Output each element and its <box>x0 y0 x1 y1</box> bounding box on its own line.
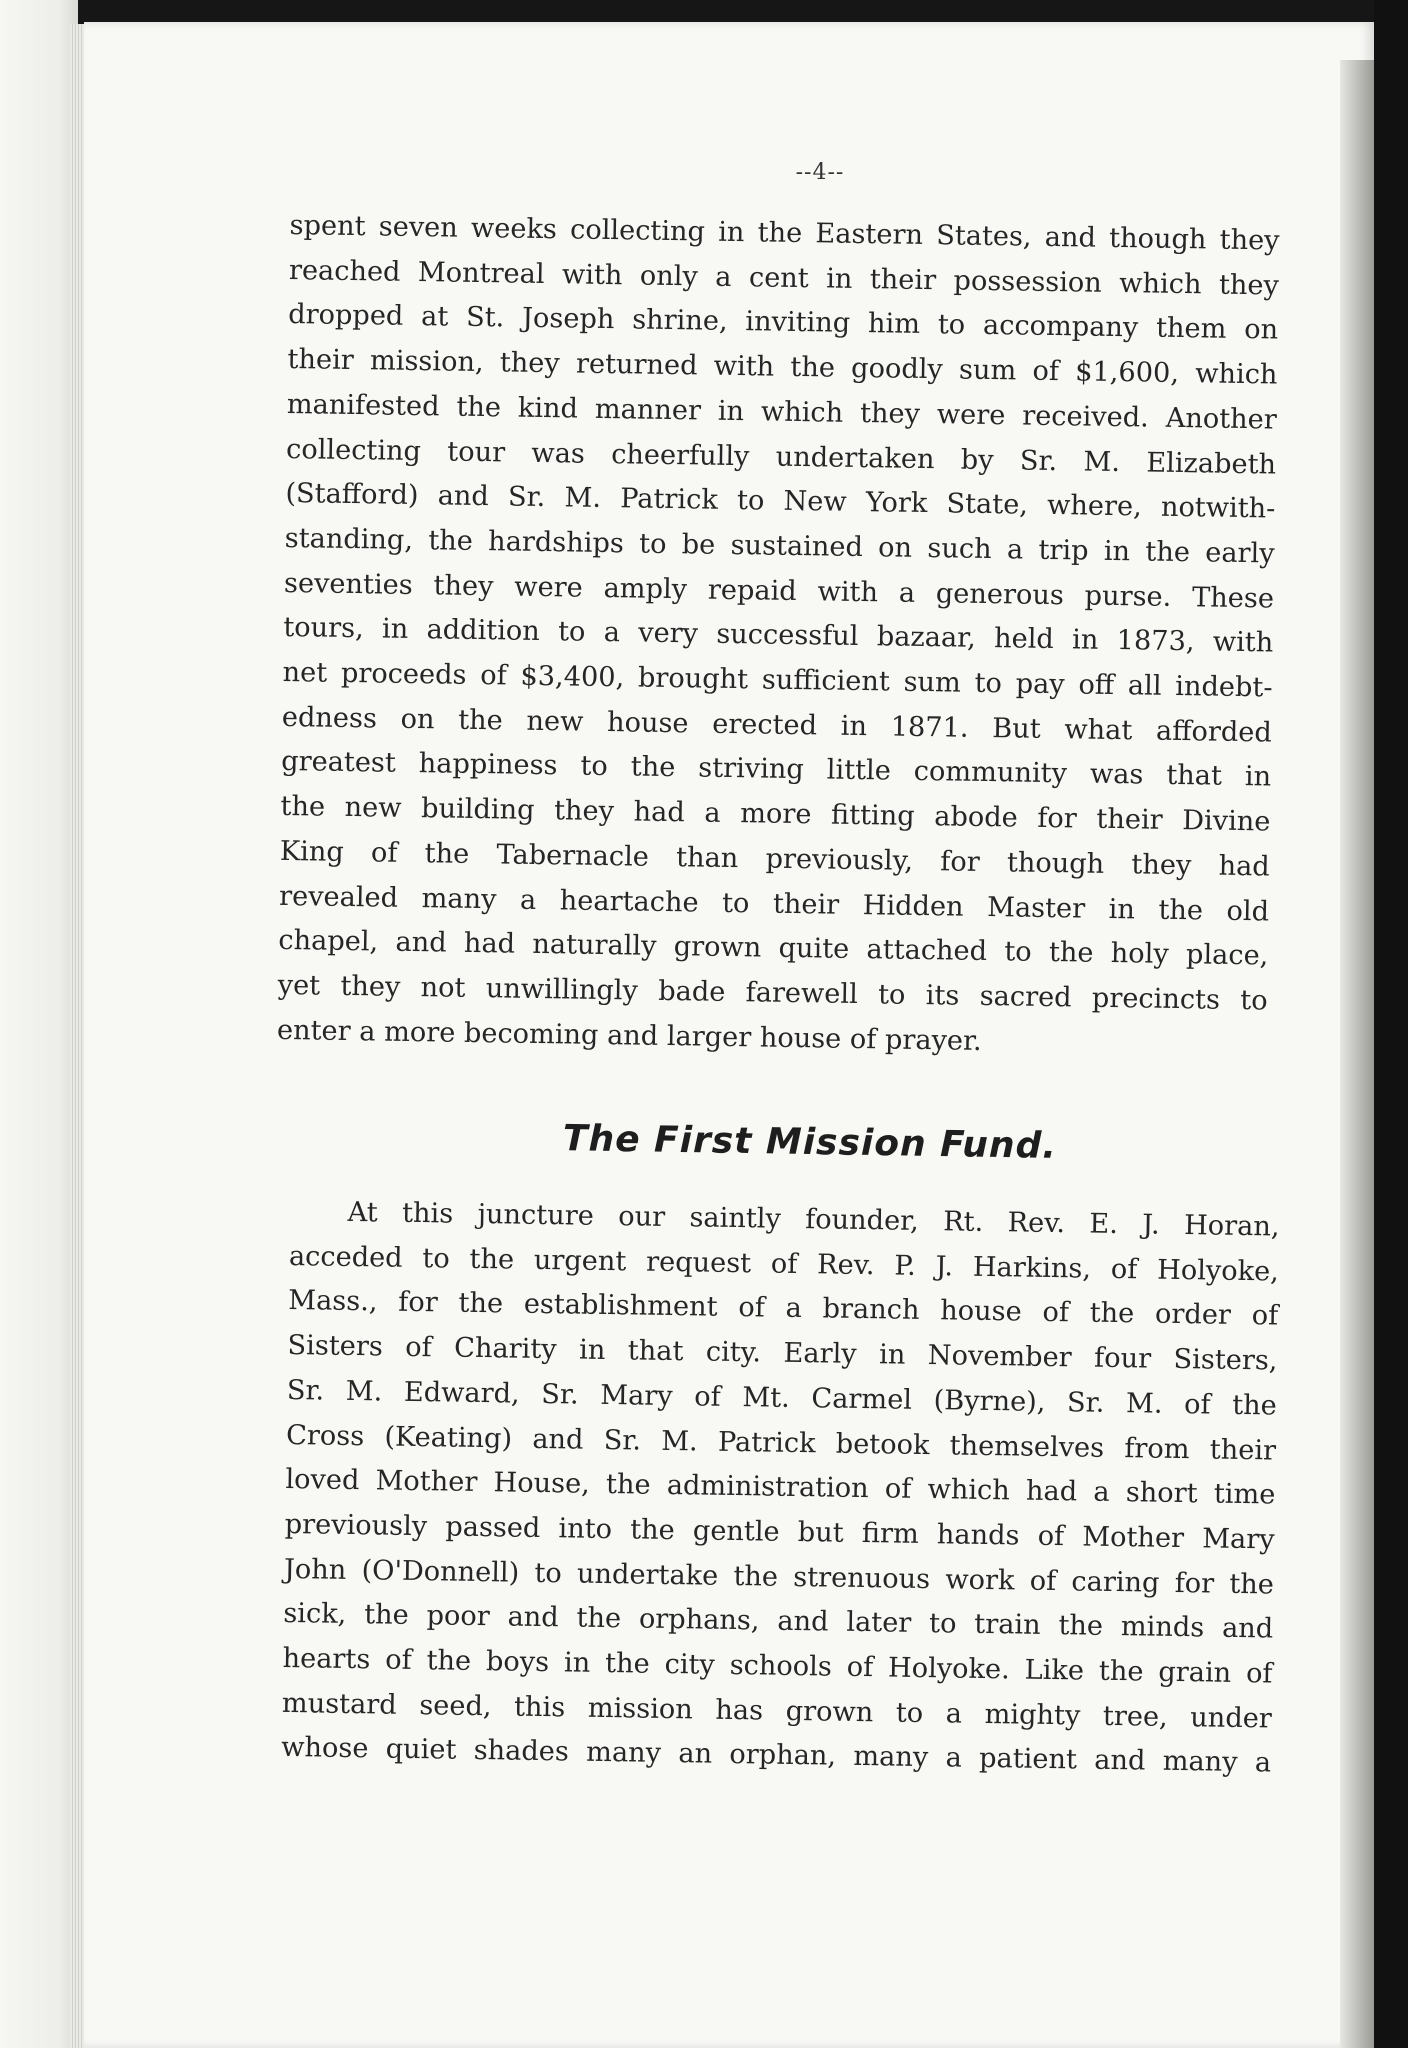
text-line: acceded to the urgent request of Rev. P. J. Harkins, of Holyoke, <box>288 1240 1280 1288</box>
text-line: King of the Tabernacle than previously, for though they had <box>279 835 1270 883</box>
text-line: net proceeds of $3,400, brought sufficient sum to pay off all indebt- <box>282 656 1273 704</box>
text-line: (Stafford) and Sr. M. Patrick to New York State, where, notwith- <box>285 478 1276 525</box>
scanner-right-margin <box>1374 0 1408 2048</box>
paragraph-2 <box>281 1190 1280 1787</box>
text-line: sick, the poor and the orphans, and later to train the minds and <box>283 1598 1274 1645</box>
text-line: tours, in addition to a very successful bazaar, held in 1873, with <box>283 612 1274 659</box>
text-line: Mass., for the establishment of a branch house of the order of <box>288 1285 1279 1332</box>
section-heading: The First Mission Fund. <box>562 1118 1058 1167</box>
text-line: seventies they were amply repaid with a generous purse. These <box>283 567 1275 615</box>
text-line: revealed many a heartache to their Hidden Master in the old <box>278 880 1270 928</box>
text-line: John (O'Donnell) to undertake the strenuous work of caring for the <box>283 1553 1275 1601</box>
text-line: Sisters of Charity in that city. Early in November four Sisters, <box>287 1330 1278 1377</box>
text-line: Cross (Keating) and Sr. M. Patrick betook themselves from their <box>285 1419 1277 1467</box>
text-line: Sr. M. Edward, Sr. Mary of Mt. Carmel (Byrne), Sr. M. of the <box>286 1374 1277 1422</box>
text-line: chapel, and had naturally grown quite attached to the holy place, <box>278 925 1269 972</box>
book-fore-edge <box>70 24 84 2048</box>
text-line: greatest happiness to the striving little community was that in <box>280 746 1272 793</box>
paragraph-1 <box>277 204 1280 1069</box>
text-line: dropped at St. Joseph shrine, inviting him to accompany them on <box>288 299 1279 346</box>
text-line: mustard seed, this mission has grown to a mighty tree, under <box>281 1687 1273 1735</box>
text-line: At this juncture our saintly founder, Rt. Rev. E. J. Horan, <box>347 1196 1280 1243</box>
text-line: collecting tour was cheerfully undertaken by Sr. M. Elizabeth <box>285 433 1277 481</box>
text-line: standing, the hardships to be sustained on such a trip in the early <box>284 522 1275 570</box>
page-gutter-shadow <box>1340 60 1374 2048</box>
text-line: their mission, they returned with the goodly sum of $1,600, which <box>287 344 1278 391</box>
text-line: loved Mother House, the administration of which had a short time <box>285 1464 1276 1511</box>
text-line: reached Montreal with only a cent in their possession which they <box>288 254 1280 302</box>
text-line: previously passed into the gentle but firm hands of Mother Mary <box>284 1508 1275 1556</box>
facing-page-edge <box>0 0 78 2048</box>
text-line: manifested the kind manner in which they were received. Another <box>286 388 1277 436</box>
text-line: the new building they had a more fitting abode for their Divine <box>280 791 1271 838</box>
text-line: enter a more becoming and larger house of prayer. <box>276 1014 982 1057</box>
text-line: spent seven weeks collecting in the Eastern States, and though they <box>289 209 1280 257</box>
text-line: hearts of the boys in the city schools of Holyoke. Like the grain of <box>282 1642 1273 1690</box>
text-line: whose quiet shades many an orphan, many a patient and many a <box>280 1732 1272 1779</box>
page-number: --4-- <box>795 160 845 185</box>
text-line: yet they not unwillingly bade farewell to its sacred precincts to <box>277 969 1268 1017</box>
text-line: edness on the new house erected in 1871. But what afforded <box>281 701 1273 749</box>
